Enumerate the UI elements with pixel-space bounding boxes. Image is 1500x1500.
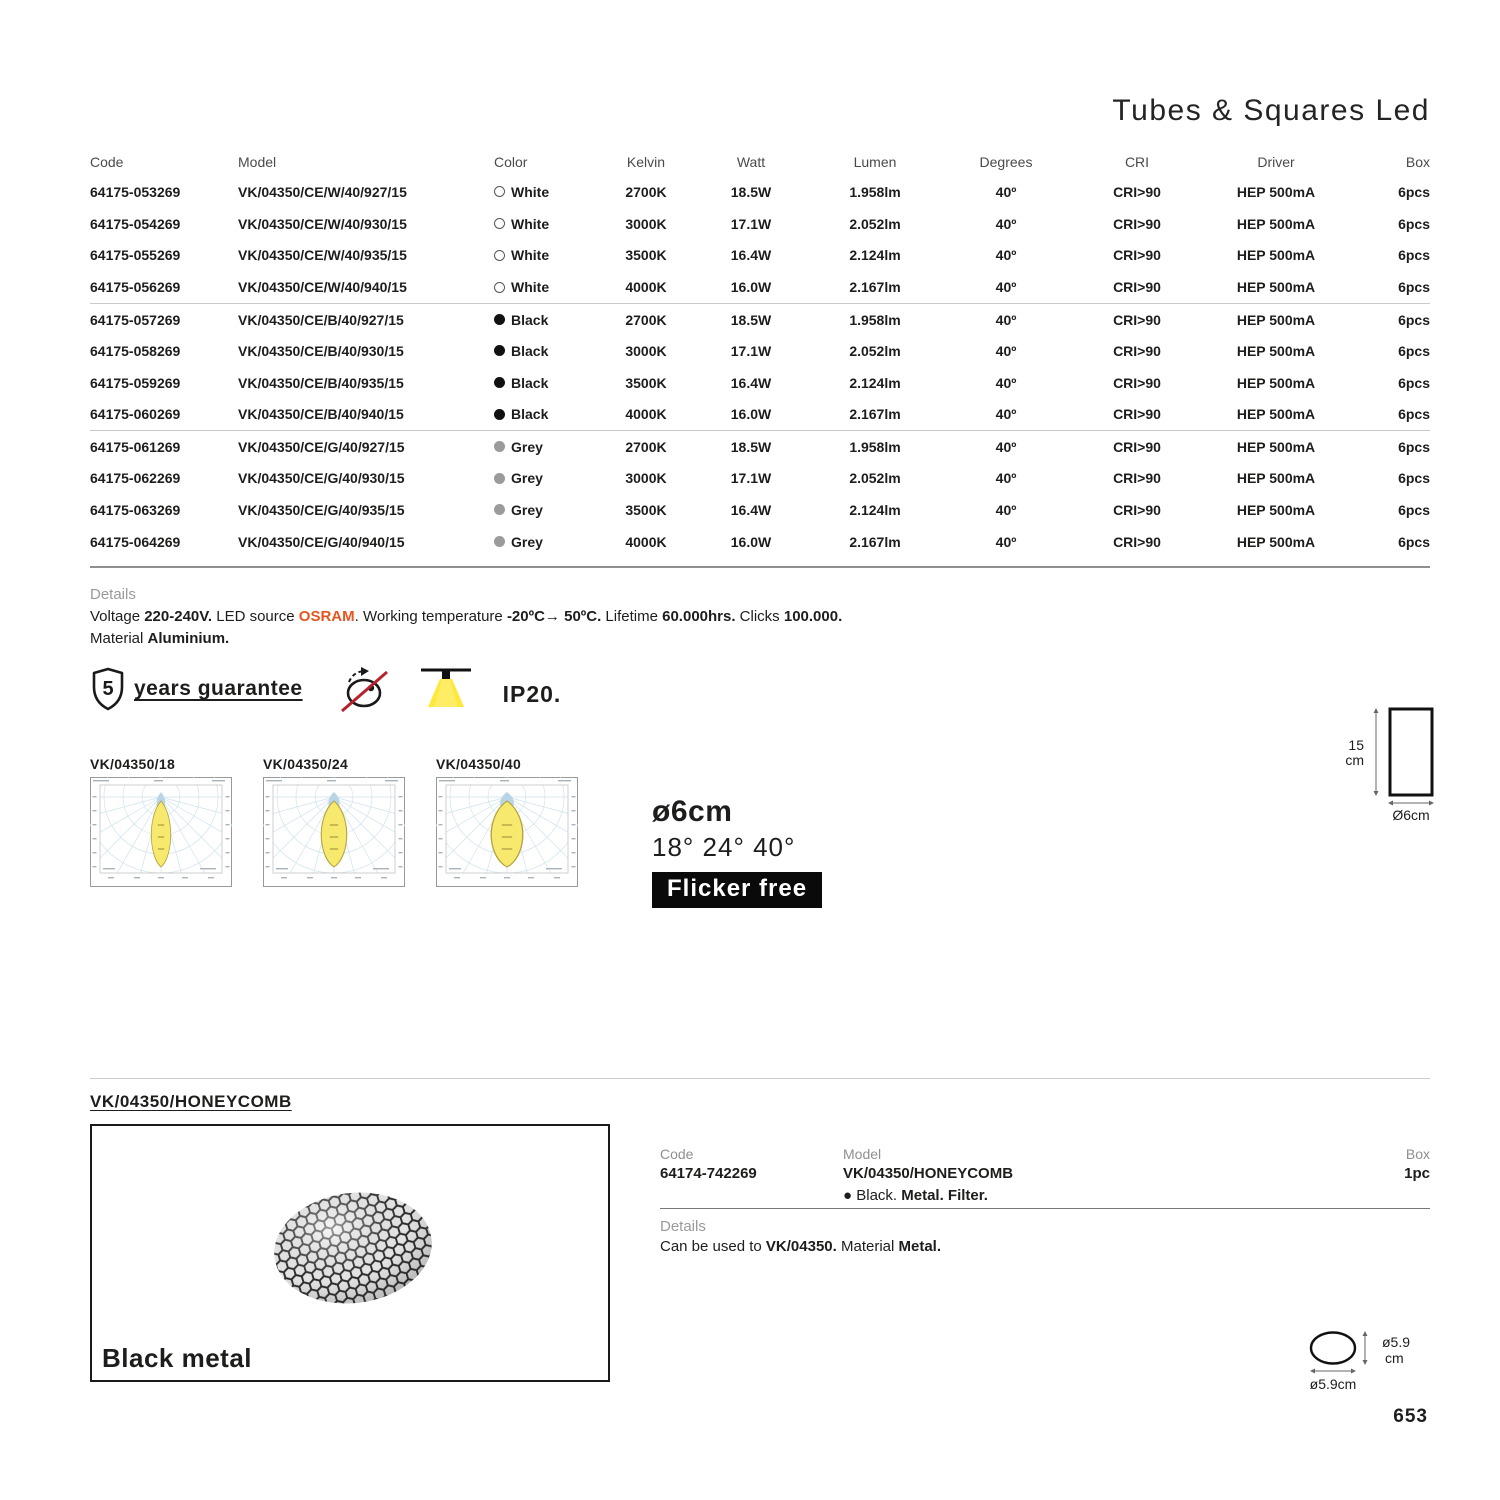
photometric-diagrams xyxy=(90,756,578,892)
color-dot xyxy=(494,409,505,420)
cell-color xyxy=(490,247,590,263)
hc-separator xyxy=(660,1208,1430,1209)
cell-kelvin: 2700K xyxy=(625,311,667,328)
header-watt: Watt xyxy=(736,154,766,170)
cell-degrees: 40º xyxy=(995,247,1017,264)
color-dot xyxy=(494,282,505,293)
cell-watt: 18.5W xyxy=(730,438,772,455)
ceiling-lamp-icon xyxy=(419,665,473,713)
ip-rating: IP20. xyxy=(502,680,562,707)
honeycomb-caption: Black metal xyxy=(102,1343,253,1373)
table-row xyxy=(90,208,1430,240)
cell-cri: CRI>90 xyxy=(1113,533,1161,550)
table-row xyxy=(90,271,1430,303)
color-dot xyxy=(494,473,505,484)
cell-color xyxy=(490,406,590,422)
cell-color xyxy=(490,279,590,295)
cell-degrees: 40º xyxy=(995,311,1017,328)
cell-box: 6pcs xyxy=(1398,311,1430,328)
cell-code: 64175-064269 xyxy=(90,533,181,550)
cell-color xyxy=(490,470,590,486)
cell-driver: HEP 500mA xyxy=(1236,470,1316,487)
photometric-diagram-24 xyxy=(263,756,405,892)
cell-code: 64175-063269 xyxy=(90,501,181,518)
cell-driver: HEP 500mA xyxy=(1236,438,1316,455)
specs-block xyxy=(652,795,822,908)
cell-watt: 18.5W xyxy=(730,311,772,328)
cell-lumen: 2.167lm xyxy=(849,279,901,296)
color-label: Grey xyxy=(511,501,543,518)
cell-cri: CRI>90 xyxy=(1113,470,1161,487)
header-color: Color xyxy=(494,154,528,170)
cell-cri: CRI>90 xyxy=(1113,342,1161,359)
color-dot xyxy=(494,250,505,261)
cell-lumen: 2.052lm xyxy=(849,342,901,359)
cell-watt: 17.1W xyxy=(730,342,772,359)
cell-box: 6pcs xyxy=(1398,470,1430,487)
header-cri: CRI xyxy=(1124,154,1150,170)
photometric-diagram-40 xyxy=(436,756,578,892)
cell-kelvin: 2700K xyxy=(625,183,667,200)
color-dot xyxy=(494,504,505,515)
cell-model: VK/04350/CE/G/40/935/15 xyxy=(238,501,405,518)
cell-driver: HEP 500mA xyxy=(1236,279,1316,296)
cell-driver: HEP 500mA xyxy=(1236,374,1316,391)
color-label: Black xyxy=(511,406,549,423)
cell-degrees: 40º xyxy=(995,374,1017,391)
header-box: Box xyxy=(1405,154,1430,170)
dim-height-unit: cm xyxy=(1345,752,1364,768)
cell-kelvin: 2700K xyxy=(625,438,667,455)
cell-degrees: 40º xyxy=(995,215,1017,232)
cell-box: 6pcs xyxy=(1398,279,1430,296)
cell-degrees: 40º xyxy=(995,279,1017,296)
cell-cri: CRI>90 xyxy=(1113,247,1161,264)
section-divider xyxy=(90,1078,1430,1079)
cell-code: 64175-054269 xyxy=(90,215,181,232)
cell-lumen: 2.052lm xyxy=(849,215,901,232)
cell-box: 6pcs xyxy=(1398,438,1430,455)
color-dot xyxy=(494,218,505,229)
circle-dim-bottom: ø5.9cm xyxy=(1309,1376,1357,1392)
color-label: White xyxy=(511,279,550,296)
cell-cri: CRI>90 xyxy=(1113,501,1161,518)
cell-box: 6pcs xyxy=(1398,533,1430,550)
cell-box: 6pcs xyxy=(1398,374,1430,391)
cell-color xyxy=(490,375,590,391)
table-row xyxy=(90,335,1430,367)
cell-degrees: 40º xyxy=(995,406,1017,423)
page-number: 653 xyxy=(1393,1406,1428,1427)
cell-model: VK/04350/CE/W/40/935/15 xyxy=(238,247,407,264)
tube-dimension-drawing xyxy=(1330,702,1436,826)
table-row xyxy=(90,526,1430,558)
cell-model: VK/04350/CE/G/40/927/15 xyxy=(238,438,405,455)
hc-finish: ● Black. Metal. Filter. xyxy=(843,1187,988,1204)
cell-kelvin: 3500K xyxy=(625,501,667,518)
guarantee-text: years guarantee xyxy=(134,677,303,700)
cell-box: 6pcs xyxy=(1398,247,1430,264)
flicker-free-badge: Flicker free xyxy=(652,872,822,908)
cell-code: 64175-055269 xyxy=(90,247,181,264)
cell-driver: HEP 500mA xyxy=(1236,501,1316,518)
cell-code: 64175-060269 xyxy=(90,406,181,423)
cell-kelvin: 3500K xyxy=(625,374,667,391)
honeycomb-filter-image xyxy=(268,1188,438,1310)
cell-degrees: 40º xyxy=(995,342,1017,359)
cell-lumen: 2.167lm xyxy=(849,406,901,423)
cell-kelvin: 3000K xyxy=(625,470,667,487)
cell-color xyxy=(490,534,590,550)
cell-driver: HEP 500mA xyxy=(1236,215,1316,232)
cell-code: 64175-057269 xyxy=(90,311,181,328)
color-label: Grey xyxy=(511,438,543,455)
guarantee-shield-icon xyxy=(90,667,126,711)
cell-driver: HEP 500mA xyxy=(1236,533,1316,550)
cell-cri: CRI>90 xyxy=(1113,438,1161,455)
cell-code: 64175-061269 xyxy=(90,438,181,455)
details-label: Details xyxy=(90,586,136,603)
cell-model: VK/04350/CE/B/40/930/15 xyxy=(238,342,404,359)
cell-watt: 17.1W xyxy=(730,215,772,232)
spec-diameter: ø6cm xyxy=(652,795,733,828)
hc-code-label: Code xyxy=(660,1146,694,1162)
polar-chart-24 xyxy=(263,777,405,887)
cell-model: VK/04350/CE/G/40/930/15 xyxy=(238,470,405,487)
header-kelvin: Kelvin xyxy=(626,154,666,170)
hc-code-value: 64174-742269 xyxy=(660,1165,757,1182)
color-dot xyxy=(494,536,505,547)
cell-watt: 16.0W xyxy=(730,279,772,296)
cell-degrees: 40º xyxy=(995,183,1017,200)
guarantee-row xyxy=(90,664,561,714)
cell-cri: CRI>90 xyxy=(1113,183,1161,200)
cell-watt: 18.5W xyxy=(730,183,772,200)
cell-watt: 16.4W xyxy=(730,247,772,264)
cell-driver: HEP 500mA xyxy=(1236,247,1316,264)
cell-kelvin: 4000K xyxy=(625,406,667,423)
cell-degrees: 40º xyxy=(995,533,1017,550)
color-label: Grey xyxy=(511,470,543,487)
cell-code: 64175-058269 xyxy=(90,342,181,359)
guarantee-years-number: 5 xyxy=(102,678,114,700)
cell-cri: CRI>90 xyxy=(1113,374,1161,391)
cell-color xyxy=(490,343,590,359)
cell-driver: HEP 500mA xyxy=(1236,311,1316,328)
page-title: Tubes & Squares Led xyxy=(1112,94,1430,127)
cell-model: VK/04350/CE/B/40/927/15 xyxy=(238,311,404,328)
details-section xyxy=(90,584,842,650)
header-degrees: Degrees xyxy=(979,154,1033,170)
dim-height-value: 15 xyxy=(1348,737,1364,753)
header-driver: Driver xyxy=(1257,154,1295,170)
cell-kelvin: 3000K xyxy=(625,215,667,232)
color-label: Black xyxy=(511,374,549,391)
cell-model: VK/04350/CE/B/40/940/15 xyxy=(238,406,404,423)
color-dot xyxy=(494,441,505,452)
cell-watt: 16.0W xyxy=(730,406,772,423)
table-row xyxy=(90,176,1430,208)
color-label: Black xyxy=(511,311,549,328)
cell-lumen: 1.958lm xyxy=(849,183,901,200)
honeycomb-product-box xyxy=(90,1124,610,1382)
cell-lumen: 2.167lm xyxy=(849,533,901,550)
details-line2: Material Aluminium. xyxy=(90,630,230,647)
honeycomb-heading: VK/04350/HONEYCOMB xyxy=(90,1092,292,1111)
cell-watt: 16.4W xyxy=(730,501,772,518)
cell-code: 64175-059269 xyxy=(90,374,181,391)
diagram-label: VK/04350/18 xyxy=(90,756,176,772)
hc-details-text: Can be used to VK/04350. Material Metal. xyxy=(660,1238,942,1255)
no-dimmer-icon xyxy=(337,664,393,714)
cell-lumen: 2.124lm xyxy=(849,247,901,264)
table-row xyxy=(90,430,1430,462)
header-model: Model xyxy=(238,154,277,170)
cell-box: 6pcs xyxy=(1398,406,1430,423)
cell-lumen: 2.124lm xyxy=(849,374,901,391)
table-row xyxy=(90,367,1430,399)
color-dot xyxy=(494,377,505,388)
cell-watt: 17.1W xyxy=(730,470,772,487)
cell-model: VK/04350/CE/W/40/940/15 xyxy=(238,279,407,296)
diagram-label: VK/04350/24 xyxy=(263,756,349,772)
color-label: White xyxy=(511,183,550,200)
cell-watt: 16.4W xyxy=(730,374,772,391)
cell-degrees: 40º xyxy=(995,501,1017,518)
cell-driver: HEP 500mA xyxy=(1236,183,1316,200)
cell-color xyxy=(490,312,590,328)
cell-cri: CRI>90 xyxy=(1113,279,1161,296)
cell-lumen: 2.124lm xyxy=(849,501,901,518)
cell-box: 6pcs xyxy=(1398,342,1430,359)
hc-model-value: VK/04350/HONEYCOMB xyxy=(843,1165,1014,1182)
cell-color xyxy=(490,439,590,455)
polar-chart-18 xyxy=(90,777,232,887)
cell-box: 6pcs xyxy=(1398,183,1430,200)
cell-degrees: 40º xyxy=(995,438,1017,455)
products-table xyxy=(90,148,1430,568)
cell-model: VK/04350/CE/W/40/927/15 xyxy=(238,183,407,200)
cell-lumen: 1.958lm xyxy=(849,311,901,328)
cell-code: 64175-056269 xyxy=(90,279,181,296)
cell-box: 6pcs xyxy=(1398,501,1430,518)
cell-cri: CRI>90 xyxy=(1113,215,1161,232)
cell-cri: CRI>90 xyxy=(1113,406,1161,423)
cell-color xyxy=(490,216,590,232)
table-row xyxy=(90,399,1430,431)
header-lumen: Lumen xyxy=(853,154,897,170)
spec-beam-angles: 18° 24° 40° xyxy=(652,832,796,862)
color-dot xyxy=(494,186,505,197)
color-dot xyxy=(494,345,505,356)
cell-code: 64175-053269 xyxy=(90,183,181,200)
photometric-diagram-18 xyxy=(90,756,232,892)
hc-model-label: Model xyxy=(843,1146,882,1162)
dim-diameter-value: Ø6cm xyxy=(1392,807,1430,823)
color-label: White xyxy=(511,215,550,232)
polar-chart-40 xyxy=(436,777,578,887)
cell-driver: HEP 500mA xyxy=(1236,342,1316,359)
circle-dimension-drawing xyxy=(1296,1324,1446,1396)
cell-box: 6pcs xyxy=(1398,215,1430,232)
circle-dim-side: ø5.9 xyxy=(1382,1334,1411,1350)
header-code: Code xyxy=(90,154,124,170)
table-row xyxy=(90,462,1430,494)
cell-lumen: 2.052lm xyxy=(849,470,901,487)
cell-lumen: 1.958lm xyxy=(849,438,901,455)
table-header-row xyxy=(90,148,1430,176)
color-label: White xyxy=(511,247,550,264)
hc-details-label: Details xyxy=(660,1218,706,1235)
table-row xyxy=(90,303,1430,335)
cell-color xyxy=(490,502,590,518)
hc-box-value: 1pc xyxy=(1404,1165,1430,1182)
details-line1: Voltage 220-240V. LED source OSRAM. Working temperature -20ºC→ 50ºC. Lifetime 60.000hrs. Clicks 100.000. xyxy=(90,608,843,625)
cell-code: 64175-062269 xyxy=(90,470,181,487)
cell-model: VK/04350/CE/W/40/930/15 xyxy=(238,215,407,232)
color-dot xyxy=(494,314,505,325)
cell-model: VK/04350/CE/G/40/940/15 xyxy=(238,533,405,550)
table-body xyxy=(90,176,1430,558)
color-label: Grey xyxy=(511,533,543,550)
table-row xyxy=(90,494,1430,526)
cell-cri: CRI>90 xyxy=(1113,311,1161,328)
circle-dim-side-unit: cm xyxy=(1385,1350,1404,1366)
cell-watt: 16.0W xyxy=(730,533,772,550)
cell-kelvin: 3000K xyxy=(625,342,667,359)
cell-degrees: 40º xyxy=(995,470,1017,487)
cell-model: VK/04350/CE/B/40/935/15 xyxy=(238,374,404,391)
cell-kelvin: 3500K xyxy=(625,247,667,264)
diagram-label: VK/04350/40 xyxy=(436,756,522,772)
hc-box-label: Box xyxy=(1405,1146,1430,1162)
cell-kelvin: 4000K xyxy=(625,279,667,296)
cell-color xyxy=(490,184,590,200)
cell-driver: HEP 500mA xyxy=(1236,406,1316,423)
cell-kelvin: 4000K xyxy=(625,533,667,550)
color-label: Black xyxy=(511,342,549,359)
table-row xyxy=(90,240,1430,272)
